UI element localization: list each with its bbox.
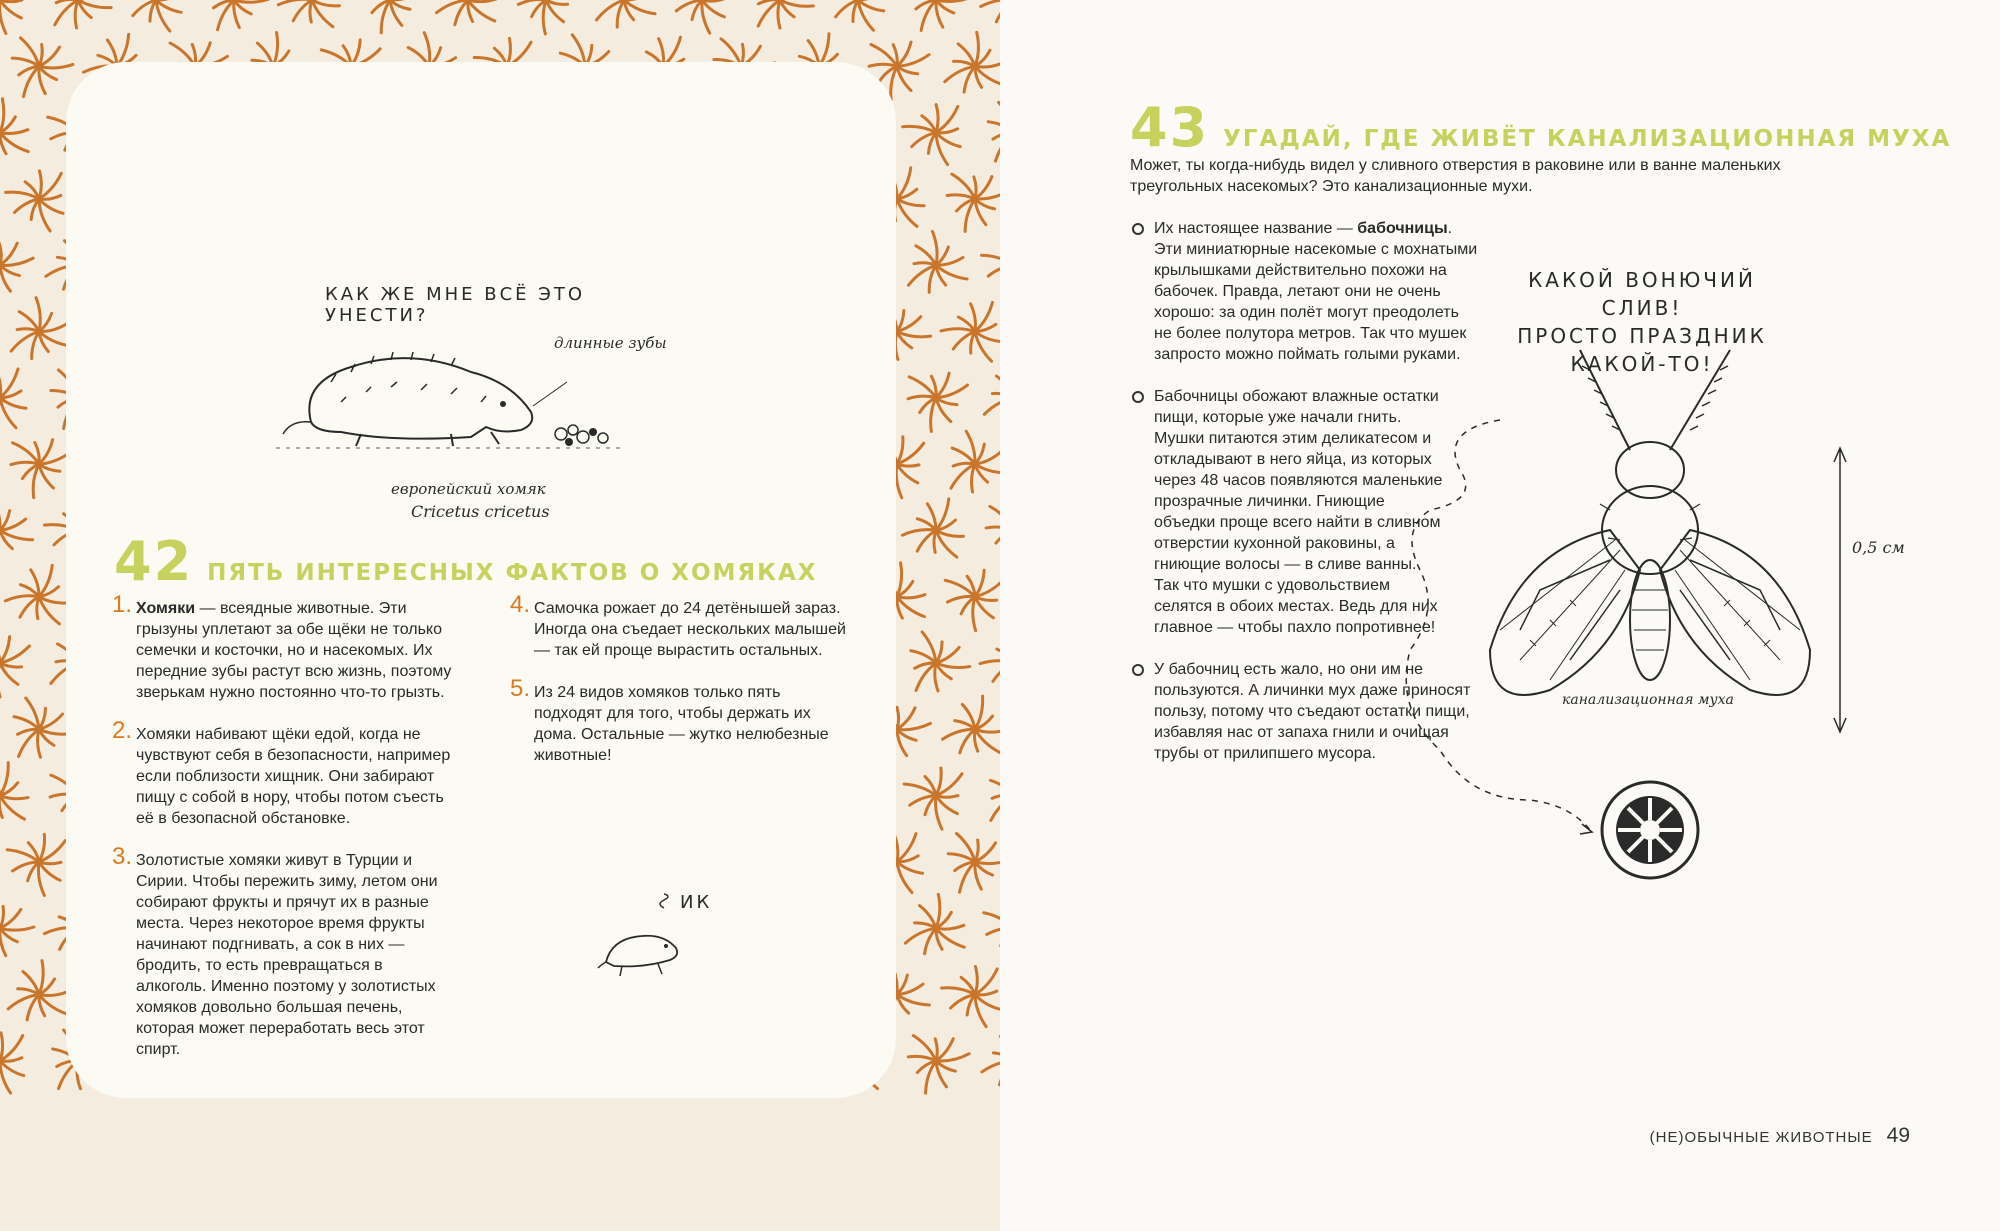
size-label: 0,5 см (1852, 538, 1905, 557)
section-title: УГАДАЙ, ГДЕ ЖИВЁТ КАНАЛИЗАЦИОННАЯ МУХА (1223, 126, 1952, 152)
fact-bold: Хомяки (136, 600, 196, 617)
leaf-cluster (749, 0, 817, 32)
leaf-cluster (0, 885, 40, 963)
leaf-cluster (929, 821, 1000, 905)
bullet-text: У бабочниц есть жало, но они им не пользуются. А личинки мух даже приносят пользу, потому что съедают остатки пищи, избавляя нас от запаха гнили и очищая трубы от прилипшего мусора. (1154, 661, 1471, 762)
leaf-cluster (905, 0, 972, 35)
leaf-cluster (0, 94, 34, 166)
section-title: ПЯТЬ ИНТЕРЕСНЫХ ФАКТОВ О ХОМЯКАХ (207, 560, 818, 586)
leaf-cluster (937, 294, 1000, 362)
speech-line: КАКОЙ ВОНЮЧИЙ СЛИВ! (1528, 268, 1756, 320)
fact-number: 3. (112, 843, 133, 870)
leaf-cluster (968, 754, 1000, 837)
facts-column-right (510, 591, 850, 787)
leaf-cluster (933, 28, 1000, 112)
bullet-item (1130, 386, 1444, 638)
leaf-cluster (32, 0, 116, 41)
hiccup-label: ИК (680, 892, 713, 913)
leaf-cluster (892, 224, 972, 303)
bullet-bold: бабочницы (1357, 220, 1448, 237)
leaf-cluster (360, 0, 426, 34)
fact-text: Хомяки набивают щёки едой, когда не чувствуют себя в безопасности, например если поблизости хищник. Они забирают пищу с собой в нору, чтобы потом съесть её в безопасной обстановке. (136, 726, 451, 827)
leaf-cluster (117, 0, 192, 33)
section-header-42 (114, 530, 817, 593)
fact-number: 5. (510, 675, 531, 702)
leaf-cluster (894, 352, 978, 436)
leaf-cluster (0, 761, 30, 825)
bullet-marker (1132, 391, 1144, 403)
leaf-cluster (275, 0, 356, 40)
page-footer (1650, 1124, 1910, 1148)
leaf-cluster (895, 890, 970, 962)
drain-fly-illustration (1400, 250, 1940, 910)
leaf-cluster (946, 428, 1000, 494)
hamster-drawing (271, 342, 631, 452)
fact-item (510, 591, 850, 661)
facts-column-left (112, 591, 452, 1081)
leaf-cluster (984, 502, 1000, 565)
fact-text: Самочка рожает до 24 детёнышей зараз. Иногда она съедает нескольких малышей — так ей проще вырастить остальных. (534, 600, 846, 659)
leaf-cluster (0, 220, 42, 302)
bullet-marker (1132, 223, 1144, 235)
leaf-cluster (968, 91, 1000, 175)
species-latin-name: Cricetus cricetus (411, 502, 550, 521)
fact-item (112, 591, 452, 703)
hamster-sketch (271, 222, 691, 521)
leaf-cluster (580, 0, 660, 38)
speech-line: КАКОЙ-ТО! (1570, 352, 1714, 376)
leaf-cluster (660, 0, 741, 36)
fly-caption: канализационная муха (1562, 692, 1734, 708)
teeth-annotation: длинные зубы (554, 334, 667, 352)
leaf-cluster (896, 1015, 977, 1097)
section-number: 42 (114, 530, 194, 593)
fact-item (510, 675, 850, 766)
fly-drawing (1400, 330, 1940, 910)
leaf-cluster (508, 0, 576, 38)
bullet-pre: Их настоящее название — (1154, 220, 1358, 237)
content-panel (66, 62, 896, 1098)
leaf-cluster (931, 160, 1000, 241)
fact-number: 2. (112, 717, 133, 744)
fact-text: Золотистые хомяки живут в Турции и Сирии. Чтобы пережить зиму, летом они собирают фрукты и прячут их в разные места. Через некоторое время фрукты начинают подгнивать, а сок в них — бродить, то есть превращаться в алкоголь. Именно поэтому у золотистых хомяков довольно большая печень, которая может переработать весь этот спирт. (136, 852, 438, 1058)
fact-number: 1. (112, 591, 133, 618)
leaf-cluster (904, 768, 962, 829)
leaf-cluster (933, 692, 1000, 776)
leaf-cluster (426, 0, 510, 46)
leaf-cluster (0, 157, 76, 233)
leaf-cluster (934, 953, 1000, 1029)
leaf-cluster (972, 222, 1000, 301)
leaf-cluster (972, 883, 1000, 966)
leaf-cluster (0, 630, 30, 700)
page-number: 49 (1886, 1124, 1910, 1147)
leaf-cluster (0, 1020, 46, 1103)
speech-line: ПРОСТО ПРАЗДНИК (1517, 324, 1767, 348)
leaf-cluster (198, 0, 274, 35)
leaf-cluster (974, 628, 1000, 706)
leaf-cluster (980, 1020, 1000, 1098)
leaf-cluster (940, 560, 1000, 636)
leaf-cluster (0, 0, 26, 33)
species-common-name: европейский хомяк (391, 480, 546, 498)
leaf-cluster (899, 488, 980, 570)
fact-item (112, 717, 452, 829)
fact-number: 4. (510, 591, 531, 618)
bullet-marker (1132, 664, 1144, 676)
footer-title: (НЕ)ОБЫЧНЫЕ ЖИВОТНЫЕ (1649, 1129, 1873, 1146)
leaf-cluster (901, 630, 976, 702)
fact-text: — всеядные животные. Эти грызуны уплетают за обе щёки не только семечки и косточки, но и насекомых. Их передние зубы растут всю жизнь, поэтому зверькам нужно постоянно что-то грызть. (136, 600, 452, 701)
right-page (1000, 0, 2000, 1231)
bullet-text: Бабочницы обожают влажные остатки пищи, которые уже начали гнить. Мушки питаются этим деликатесом и откладывают в него яйца, из которых через 48 часов появляются маленькие прозрачные личинки. Гниющие объедки проще всего найти в сливном отверстии кухонной раковины, а гниющие волосы — в сливе ванны. Так что мушки с удовольствием селятся в обоих местах. Ведь для них главное — чтобы пахло попротивнее! (1154, 388, 1443, 636)
leaf-cluster (983, 360, 1000, 431)
leaf-cluster (0, 356, 46, 440)
leaf-cluster (11, 296, 74, 362)
section-header-43 (1130, 96, 1951, 159)
sketch-question: КАК ЖЕ МНЕ ВСЁ ЭТО УНЕСТИ? (325, 284, 585, 326)
bullet-text: . Эти миниатюрные насекомые с мохнатыми крылышками действительно похожи на бабочек. Правда, летают они не очень хорошо: за один полёт могут преодолеть не более полутора метров. Так что мушек запросто можно поймать голыми руками. (1154, 220, 1478, 363)
leaf-cluster (0, 495, 42, 574)
section-number: 43 (1130, 96, 1210, 159)
leaf-cluster (0, 25, 76, 109)
leaf-cluster (820, 0, 904, 42)
hiccup-hamster-sketch (594, 882, 714, 1002)
fact-item (112, 843, 452, 1060)
intro-paragraph: Может, ты когда-нибудь видел у сливного отверстия в раковине или в ванне маленьких треугольных насекомых? Это канализационные мухи. (1130, 157, 1781, 195)
leaf-cluster (900, 101, 968, 171)
fact-text: Из 24 видов хомяков только пять подходят для того, чтобы держать их дома. Остальные — жутко нелюбезные животные! (534, 684, 829, 764)
